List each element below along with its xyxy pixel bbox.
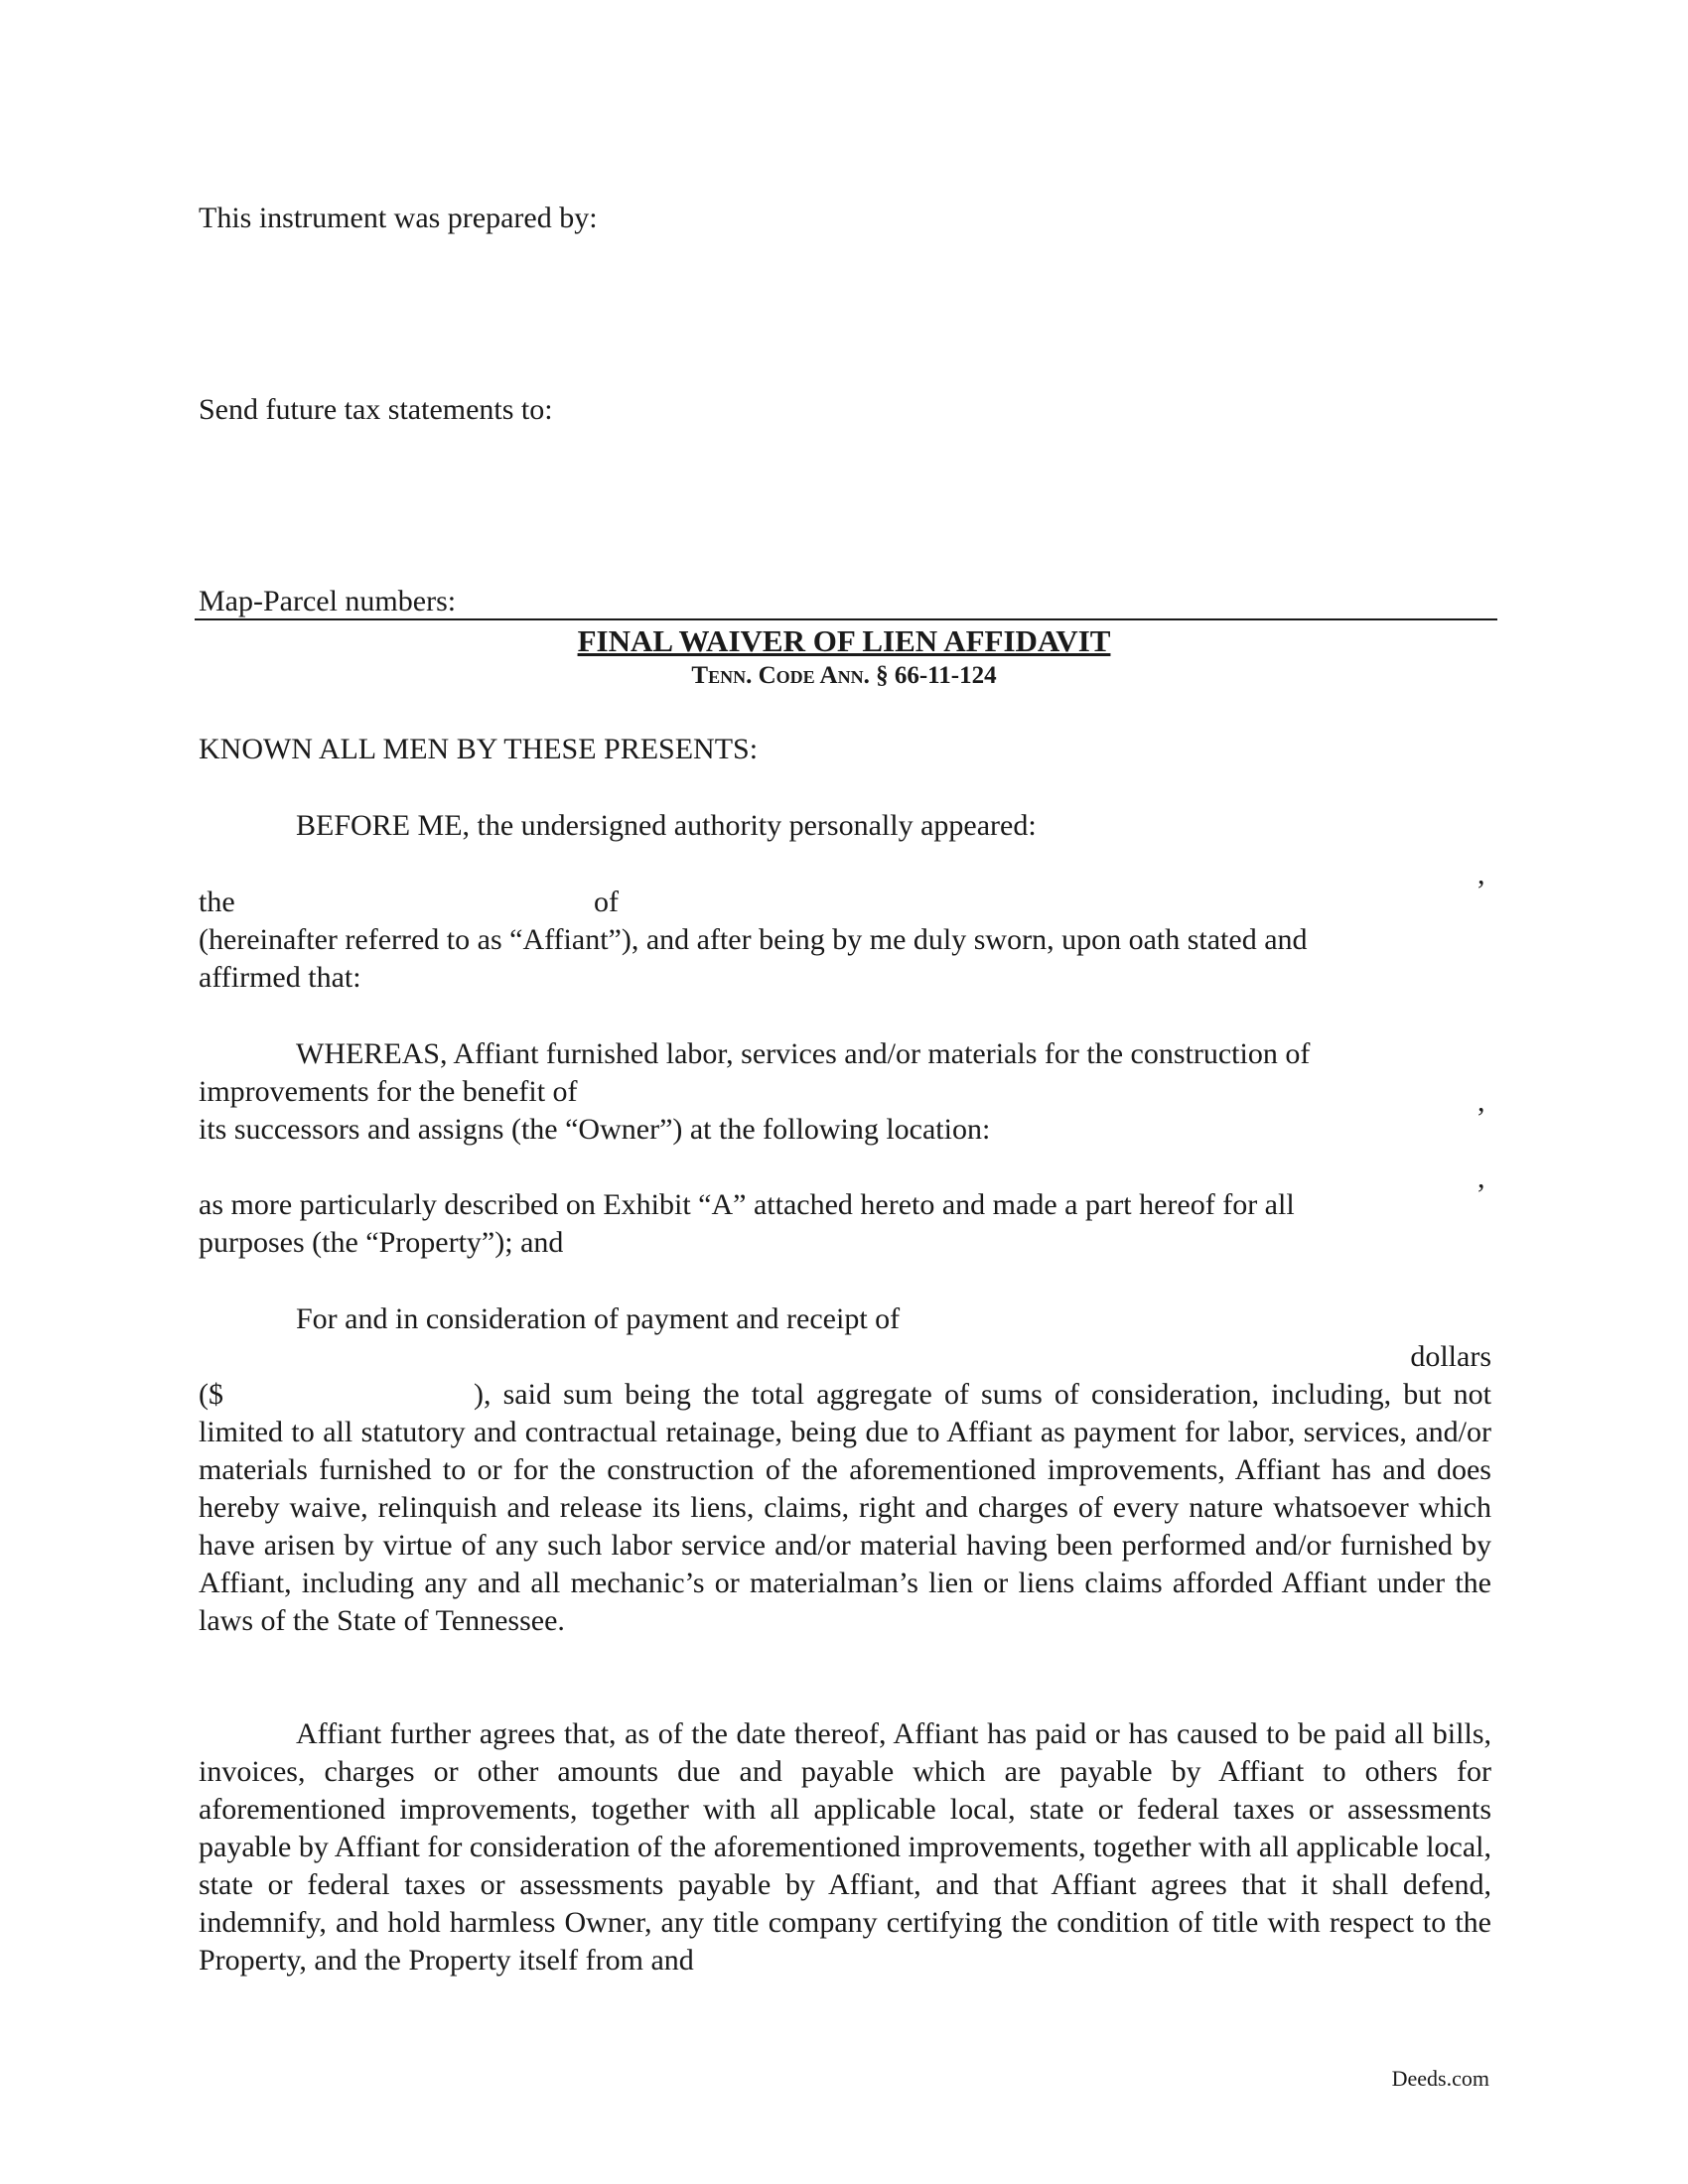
whereas-line-1: WHEREAS, Affiant furnished labor, services and/or materials for the construction of <box>296 1037 1311 1070</box>
dollars-label: dollars <box>1410 1340 1491 1373</box>
tax-statements-label: Send future tax statements to: <box>199 393 553 426</box>
whereas-line-2: improvements for the benefit of <box>199 1075 578 1108</box>
prepared-by-label: This instrument was prepared by: <box>199 202 598 234</box>
header-divider <box>195 618 1497 620</box>
dollar-open: ($ <box>199 1378 223 1411</box>
exhibit-line-2: purposes (the “Property”); and <box>199 1226 564 1259</box>
further-agrees-paragraph: Affiant further agrees that, as of the date thereof, Affiant has paid or has caused to be paid all bills, invoices, charges or other amounts due and payable which are payable by Affiant to others for aforementioned improvements, together with all applicable local, state or federal taxes or assessments payable by Affiant for consideration of the aforementioned improvements, together with all applicable local, state or federal taxes or assessments payable by Affiant, and that Affiant agrees that it shall defend, indemnify, and hold harmless Owner, any title company certifying the condition of title with respect to the Property, and the Property itself from and <box>199 1717 1491 1977</box>
whereas-line-3: its successors and assigns (the “Owner”) at the following location: <box>199 1113 991 1146</box>
known-all-men: KNOWN ALL MEN BY THESE PRESENTS: <box>199 733 759 765</box>
comma-mark: , <box>1477 858 1485 890</box>
before-me-text: BEFORE ME, the undersigned authority personally appeared: <box>296 809 1037 842</box>
exhibit-line-1: as more particularly described on Exhibit “A” attached hereto and made a part hereof for all <box>199 1188 1295 1221</box>
affiant-line-2: affirmed that: <box>199 961 361 994</box>
footer-brand: Deeds.com <box>1391 2066 1489 2091</box>
consideration-paragraph: ($ ), said sum being the total aggregate of sums of consideration, including, but not limited to all statutory and contractual retainage, being due to Affiant as payment for labor, services, and/or materials furnished to or for the construction of the aforementioned improvements, Affiant has and does hereby waive, relinquish and release its liens, claims, right and charges of every nature whatsoever which have arisen by virtue of any such labor service and/or material having been performed and/or furnished by Affiant, including any and all mechanic’s or materialman’s lien or liens claims afforded Affiant under the laws of the State of Tennessee. <box>199 1378 1491 1637</box>
comma-mark: , <box>1477 1161 1485 1194</box>
affiant-line-1: (hereinafter referred to as “Affiant”), and after being by me duly sworn, upon oath stated and <box>199 923 1308 956</box>
the-label: the <box>199 886 235 918</box>
comma-mark: , <box>1477 1085 1485 1118</box>
statute-citation: Tenn. Code Ann. § 66-11-124 <box>691 662 997 689</box>
of-label: of <box>594 886 619 918</box>
consideration-line-1: For and in consideration of payment and receipt of <box>296 1302 901 1335</box>
document-title: FINAL WAIVER OF LIEN AFFIDAVIT <box>577 623 1111 658</box>
map-parcel-label: Map-Parcel numbers: <box>199 585 457 617</box>
